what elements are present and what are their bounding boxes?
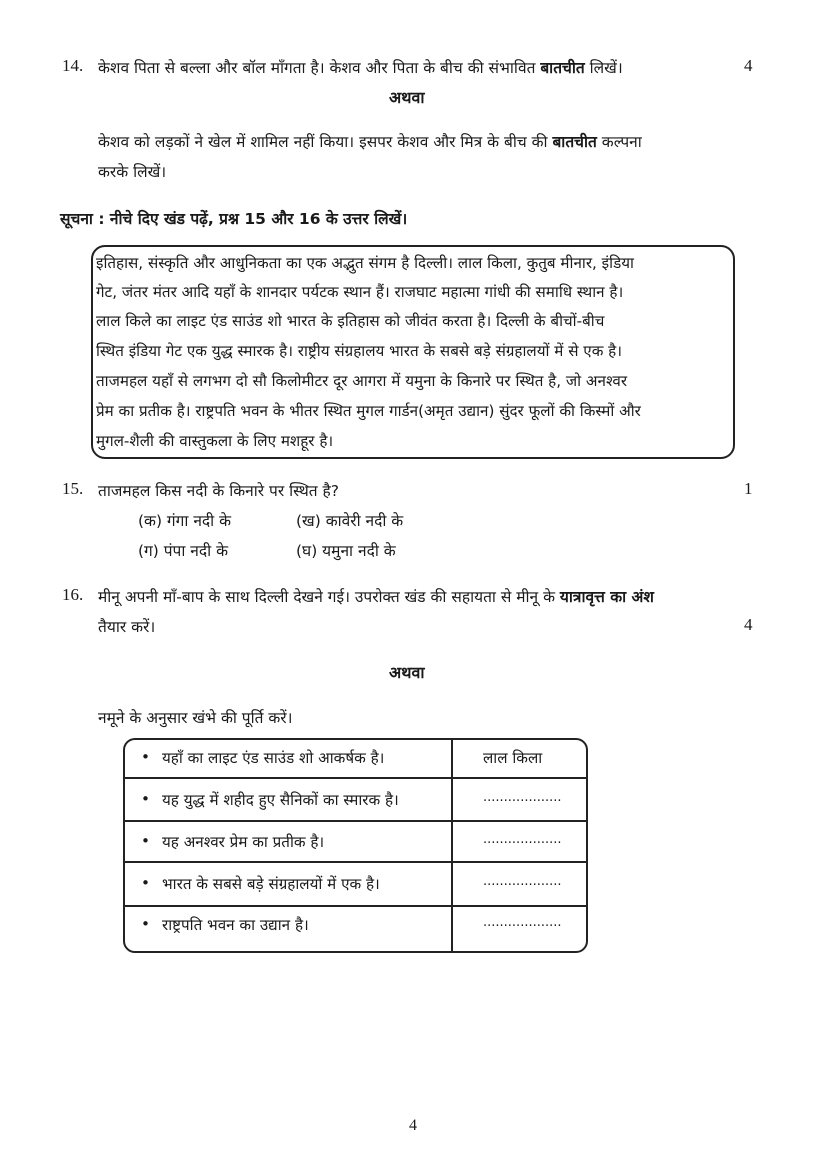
question-15-option-c: (ग) पंपा नदी के (138, 542, 228, 560)
notice-heading: सूचना : नीचे दिए खंड पढ़ें, प्रश्न 15 और 16 के उत्तर लिखें। (60, 210, 408, 228)
question-14-alternative-line-2: करके लिखें। (98, 163, 167, 181)
question-16-or-label: अथवा (389, 663, 425, 682)
question-14-marks: 4 (744, 56, 753, 75)
passage-line: लाल किले का लाइट एंड साउंड शो भारत के इतिहास को जीवंत करता है। दिल्ली के बीचों-बीच (96, 312, 605, 330)
table-row-bullet: • (141, 915, 150, 933)
passage-line: गेट, जंतर मंतर आदि यहाँ के शानदार पर्यटक स्थान हैं। राजघाट महात्मा गांधी की समाधि स्थान है। (96, 283, 624, 301)
table-row-statement: यह युद्ध में शहीद हुए सैनिकों का स्मारक है। (162, 791, 399, 809)
passage-line: इतिहास, संस्कृति और आधुनिकता का एक अद्भुत संगम है दिल्ली। लाल किला, कुतुब मीनार, इंडिया (96, 254, 634, 272)
question-14-alternative-line-1: केशव को लड़कों ने खेल में शामिल नहीं किया। इसपर केशव और मित्र के बीच की बातचीत कल्पना (98, 133, 642, 151)
table-row-bullet: • (141, 874, 150, 892)
table-row-divider (123, 820, 588, 822)
table-row-statement: भारत के सबसे बड़े संग्रहालयों में एक है। (162, 875, 380, 893)
passage-line: स्थित इंडिया गेट एक युद्ध स्मारक है। राष्ट्रीय संग्रहालय भारत के सबसे बड़े संग्रहालयों में से एक है। (96, 342, 623, 360)
table-row-divider (123, 905, 588, 907)
question-15-number: 15. (62, 479, 84, 498)
table-row-statement: राष्ट्रपति भवन का उद्यान है। (162, 916, 309, 934)
question-14-number: 14. (62, 56, 84, 75)
question-16-number: 16. (62, 585, 84, 604)
page-number: 4 (409, 1117, 417, 1134)
question-16-marks: 4 (744, 615, 753, 634)
table-column-divider (451, 738, 453, 953)
table-row-divider (123, 861, 588, 863)
question-15-option-b: (ख) कावेरी नदी के (296, 512, 404, 530)
table-row-divider (123, 777, 588, 779)
passage-line: मुगल-शैली की वास्तुकला के लिए मशहूर है। (96, 432, 334, 450)
question-15-option-a: (क) गंगा नदी के (138, 512, 231, 530)
passage-line: ताजमहल यहाँ से लगभग दो सौ किलोमीटर दूर आगरा में यमुना के किनारे पर स्थित है, जो अनश्वर (96, 372, 628, 390)
question-16-text: मीनू अपनी माँ-बाप के साथ दिल्ली देखने गई। उपरोक्त खंड की सहायता से मीनू के यात्रावृत्त का अंश (98, 588, 654, 606)
table-row-statement: यहाँ का लाइट एंड साउंड शो आकर्षक है। (162, 749, 385, 767)
question-16-text-line-2: तैयार करें। (98, 618, 156, 636)
question-14-or-label: अथवा (389, 88, 425, 107)
table-row-bullet: • (141, 748, 150, 766)
question-14-text: केशव पिता से बल्ला और बॉल माँगता है। केशव और पिता के बीच की संभावित बातचीत लिखें। (98, 59, 623, 77)
table-row-answer-blank: ................... (483, 790, 562, 805)
table-row-answer-blank: ................... (483, 874, 562, 889)
table-row-bullet: • (141, 832, 150, 850)
table-row-statement: यह अनश्वर प्रेम का प्रतीक है। (162, 833, 325, 851)
table-row-answer-blank: ................... (483, 832, 562, 847)
passage-line: प्रेम का प्रतीक है। राष्ट्रपति भवन के भीतर स्थित मुगल गार्डन(अमृत उद्यान) सुंदर फूलों की किस्मों और (96, 402, 641, 420)
question-15-option-d: (घ) यमुना नदी के (296, 542, 396, 560)
table-row-answer: लाल किला (483, 749, 543, 767)
question-15-marks: 1 (744, 479, 753, 498)
table-row-answer-blank: ................... (483, 915, 562, 930)
question-15-text: ताजमहल किस नदी के किनारे पर स्थित है? (98, 482, 339, 500)
table-row-bullet: • (141, 790, 150, 808)
question-16-instruction: नमूने के अनुसार खंभे की पूर्ति करें। (98, 709, 293, 727)
